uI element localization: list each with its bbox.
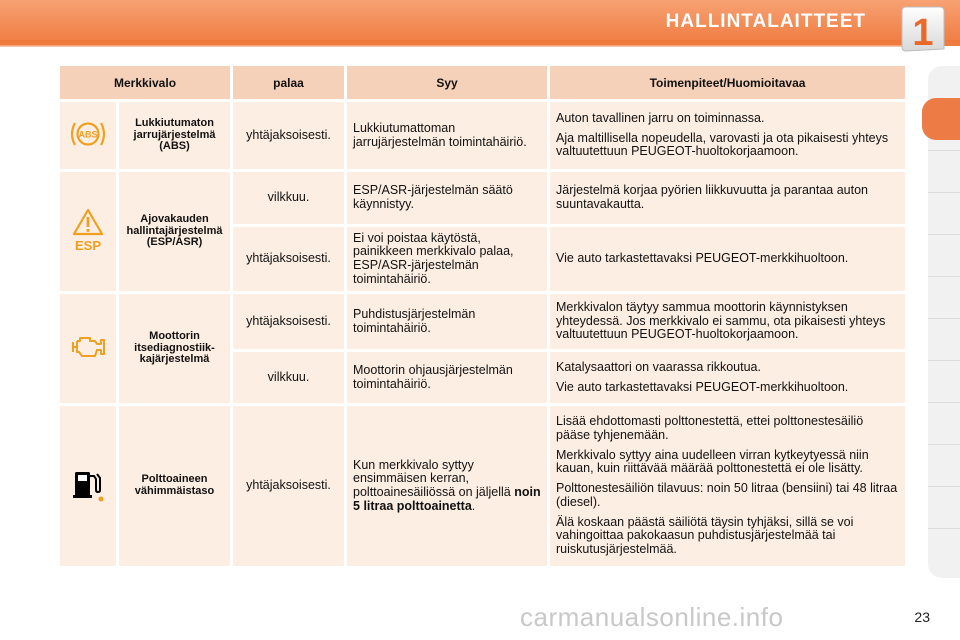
cause-cell: Kun merkkivalo syttyy ensimmäisen kerran, polttoainesäiliössä on jäljellä noin 5 litraa polttoainetta. xyxy=(347,406,547,566)
actions-cell: Auton tavallinen jarru on toiminnassa. Aja maltillisella nopeudella, varovasti ja ota pikaisesti yhteys valtuutettuun PEUGEOT-huoltokorjaamoon. xyxy=(550,102,905,169)
light-state: yhtäjaksoisesti. xyxy=(233,406,344,566)
icon-cell xyxy=(60,172,116,291)
watermark: carmanualsonline.info xyxy=(520,602,784,632)
cause-cell: ESP/ASR-järjestelmän säätö käynnistyy. xyxy=(347,172,547,224)
cause-cell: Lukkiutumattoman jarrujärjestelmän toimintahäiriö. xyxy=(347,102,547,169)
esp-warning-icon xyxy=(71,208,105,252)
light-state: yhtäjaksoisesti. xyxy=(233,294,344,349)
warning-lights-table xyxy=(57,63,908,569)
chapter-tabs xyxy=(928,66,960,578)
column-header: Merkkivalo xyxy=(60,66,230,99)
icon-cell xyxy=(60,294,116,403)
warning-light-name: Ajovakauden hallintajärjestelmä (ESP/ASR) xyxy=(119,172,230,291)
light-state: vilkkuu. xyxy=(233,352,344,403)
engine-warning-icon xyxy=(68,332,108,362)
column-header: Toimenpiteet/Huomioitavaa xyxy=(550,66,905,99)
table-row xyxy=(60,172,905,224)
cause-cell: Moottorin ohjausjärjestelmän toimintahäiriö. xyxy=(347,352,547,403)
chapter-badge xyxy=(896,5,946,53)
table-row xyxy=(60,294,905,349)
table-header-row xyxy=(60,66,905,99)
light-state: vilkkuu. xyxy=(233,172,344,224)
fuel-pump-icon xyxy=(71,464,105,504)
cause-cell: Puhdistusjärjestelmän toimintahäiriö. xyxy=(347,294,547,349)
header-curve xyxy=(0,40,960,56)
actions-cell: Järjestelmä korjaa pyörien liikkuvuutta ja parantaa auton suuntavakautta. xyxy=(550,172,905,224)
icon-cell xyxy=(60,102,116,169)
column-header: Syy xyxy=(347,66,547,99)
actions-cell: Katalysaattori on vaarassa rikkoutua. Vie auto tarkastettavaksi PEUGEOT-merkkihuoltoon. xyxy=(550,352,905,403)
table-row xyxy=(60,406,905,566)
column-header: palaa xyxy=(233,66,344,99)
table-row xyxy=(60,102,905,169)
abs-warning-icon xyxy=(68,117,108,151)
svg-text:ABS: ABS xyxy=(78,129,98,140)
light-state: yhtäjaksoisesti. xyxy=(233,227,344,291)
warning-light-name: Polttoaineen vähimmäistaso xyxy=(119,406,230,566)
icon-cell xyxy=(60,406,116,566)
warning-light-name: Lukkiutumaton jarrujärjestelmä (ABS) xyxy=(119,102,230,169)
active-chapter-tab[interactable] xyxy=(922,98,960,140)
light-state: yhtäjaksoisesti. xyxy=(233,102,344,169)
actions-cell: Vie auto tarkastettavaksi PEUGEOT-merkkihuoltoon. xyxy=(550,227,905,291)
svg-text:ESP: ESP xyxy=(74,237,102,252)
actions-cell: Merkkivalon täytyy sammua moottorin käynnistyksen yhteydessä. Jos merkkivalo ei sammu, ota pikaisesti yhteys valtuutettuun PEUGEOT-huoltokorjaamoon. xyxy=(550,294,905,349)
page-title: HALLINTALAITTEET xyxy=(665,11,866,32)
cause-cell: Ei voi poistaa käytöstä, painikkeen merkkivalo palaa, ESP/ASR-järjestelmän toimintahäiriö. xyxy=(347,227,547,291)
actions-cell: Lisää ehdottomasti polttonestettä, ettei polttonestesäiliö pääse tyhjenemään. Merkkivalo syttyy aina uudelleen virran kytkeytyessä niin kauan, kuin riittävää määrää polttonestettä ei ole lisätty. Polttonestesäiliön tilavuus: noin 50 litraa (bensiini) tai 48 litraa (diesel). Älä koskaan päästä säiliötä täysin tyhjäksi, sillä se voi vahingoittaa pakokaasun puhdistusjärjestelmää tai ruiskutusjärjestelmää. xyxy=(550,406,905,566)
chapter-number: 1 xyxy=(912,12,934,53)
page-number: 23 xyxy=(914,609,930,625)
warning-light-name: Moottorin itsediagnostiik-kajärjestelmä xyxy=(119,294,230,403)
